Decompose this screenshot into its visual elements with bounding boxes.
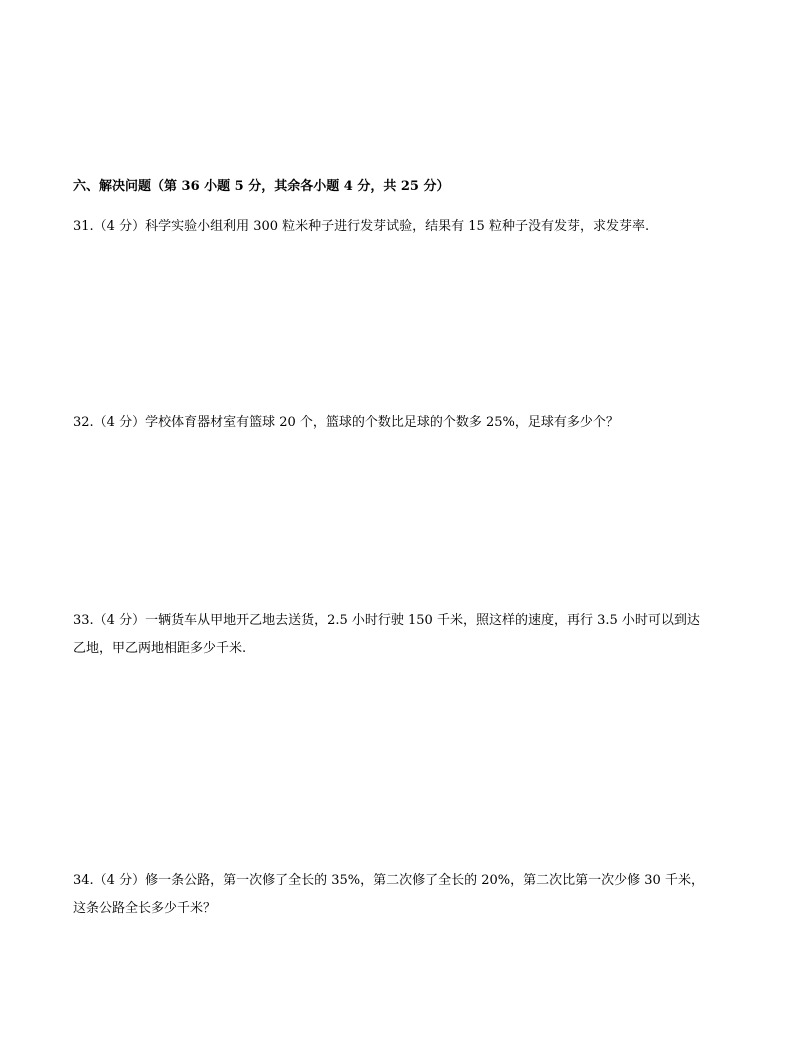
question-34-line-2: 这条公路全长多少千米？ bbox=[73, 901, 217, 916]
question-33-line-1: 33.（4 分）一辆货车从甲地开乙地去送货，2.5 小时行驶 150 千米，照这样的速度，再行 3.5 小时可以到达 bbox=[73, 613, 700, 628]
question-33 bbox=[73, 607, 733, 663]
question-32-text: 32.（4 分）学校体育器材室有篮球 20 个，篮球的个数比足球的个数多 25%，足球有多少个？ bbox=[73, 415, 619, 430]
question-33-line-2: 乙地，甲乙两地相距多少千米. bbox=[73, 641, 247, 656]
question-34-line-1: 34.（4 分）修一条公路，第一次修了全长的 35%，第二次修了全长的 20%，第二次比第一次少修 30 千米， bbox=[73, 873, 704, 888]
question-31-text: 31.（4 分）科学实验小组利用 300 粒米种子进行发芽试验，结果有 15 粒种子没有发芽，求发芽率. bbox=[73, 219, 650, 234]
question-31 bbox=[73, 213, 733, 241]
section-heading: 六、解决问题（第 36 小题 5 分，其余各小题 4 分，共 25 分） bbox=[73, 179, 450, 194]
question-34 bbox=[73, 867, 733, 923]
question-32 bbox=[73, 409, 733, 437]
